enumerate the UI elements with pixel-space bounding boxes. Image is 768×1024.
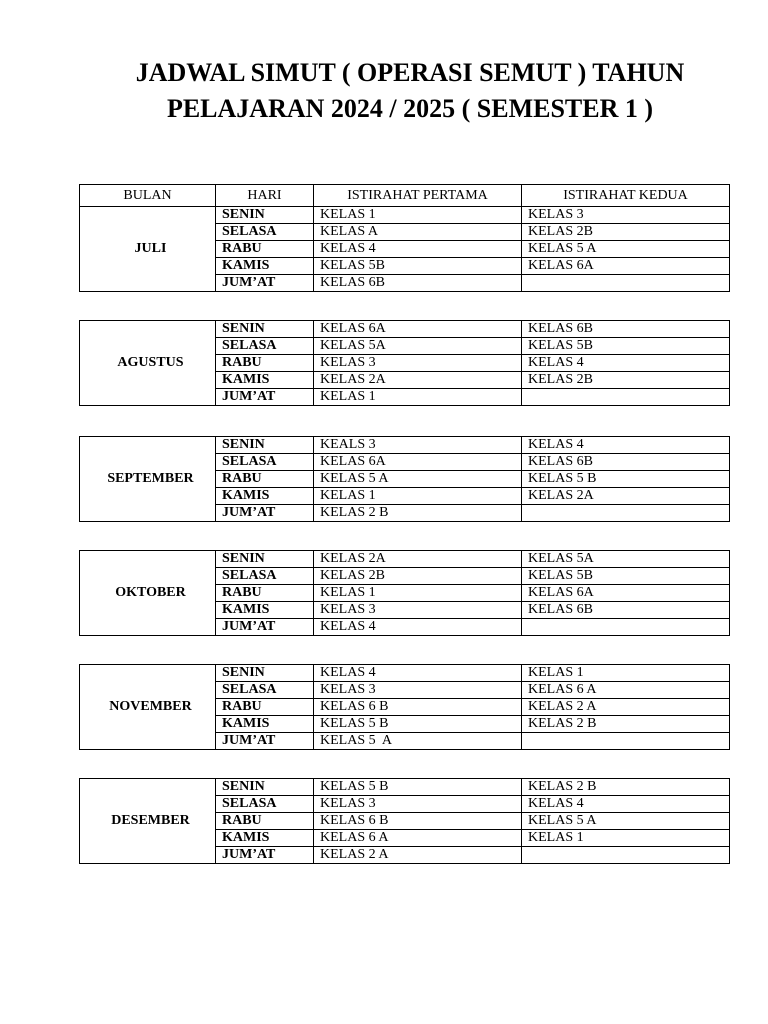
first-break-cell: KELAS 6A	[314, 321, 522, 338]
table-row	[80, 321, 730, 338]
schedule-table-september	[79, 436, 730, 522]
second-break-cell: KELAS 5 B	[522, 471, 730, 488]
second-break-cell: KELAS 2 B	[522, 716, 730, 733]
title-line-1: JADWAL SIMUT ( OPERASI SEMUT ) TAHUN	[135, 58, 685, 87]
table-header-row	[80, 185, 730, 207]
first-break-cell: KELAS 6B	[314, 275, 522, 292]
day-cell: JUM’AT	[216, 619, 314, 636]
first-break-cell: KELAS 5 A	[314, 733, 522, 750]
second-break-cell: KELAS 4	[522, 355, 730, 372]
first-break-cell: KELAS 3	[314, 796, 522, 813]
day-cell: SENIN	[216, 665, 314, 682]
month-cell: AGUSTUS	[80, 321, 216, 406]
second-break-cell: KELAS 4	[522, 437, 730, 454]
day-cell: SELASA	[216, 682, 314, 699]
second-break-cell	[522, 389, 730, 406]
first-break-cell: KELAS 1	[314, 389, 522, 406]
second-break-cell: KELAS 5 A	[522, 813, 730, 830]
day-cell: RABU	[216, 241, 314, 258]
first-break-cell: KELAS 6 B	[314, 813, 522, 830]
first-break-cell: KELAS 4	[314, 241, 522, 258]
first-break-cell: KELAS 5B	[314, 258, 522, 275]
schedule-table-juli	[79, 184, 730, 292]
schedule-table-agustus	[79, 320, 730, 406]
first-break-cell: KELAS 1	[314, 585, 522, 602]
month-cell: DESEMBER	[80, 779, 216, 864]
first-break-cell: KELAS 3	[314, 682, 522, 699]
day-cell: SENIN	[216, 437, 314, 454]
first-break-cell: KELAS 2A	[314, 372, 522, 389]
day-cell: RABU	[216, 699, 314, 716]
second-break-cell: KELAS 6B	[522, 321, 730, 338]
second-break-cell: KELAS 2 B	[522, 779, 730, 796]
header-bulan: BULAN	[80, 185, 216, 207]
day-cell: RABU	[216, 471, 314, 488]
schedule-table-november	[79, 664, 730, 750]
first-break-cell: KELAS 5 A	[314, 471, 522, 488]
second-break-cell: KELAS 5 A	[522, 241, 730, 258]
header-hari: HARI	[216, 185, 314, 207]
first-break-cell: KELAS 1	[314, 207, 522, 224]
table-row	[80, 437, 730, 454]
second-break-cell: KELAS 2 A	[522, 699, 730, 716]
second-break-cell	[522, 275, 730, 292]
second-break-cell	[522, 733, 730, 750]
first-break-cell: KELAS 4	[314, 665, 522, 682]
first-break-cell: KELAS 5A	[314, 338, 522, 355]
first-break-cell: KELAS 1	[314, 488, 522, 505]
first-break-cell: KELAS 5 B	[314, 716, 522, 733]
first-break-cell: KELAS 6 A	[314, 830, 522, 847]
day-cell: JUM’AT	[216, 733, 314, 750]
first-break-cell: KELAS 3	[314, 355, 522, 372]
day-cell: SENIN	[216, 551, 314, 568]
day-cell: JUM’AT	[216, 505, 314, 522]
day-cell: SELASA	[216, 454, 314, 471]
second-break-cell: KELAS 2B	[522, 372, 730, 389]
first-break-cell: KELAS 2B	[314, 568, 522, 585]
day-cell: KAMIS	[216, 716, 314, 733]
month-cell: JULI	[80, 207, 216, 292]
day-cell: RABU	[216, 355, 314, 372]
first-break-cell: KELAS 2 A	[314, 847, 522, 864]
month-cell: NOVEMBER	[80, 665, 216, 750]
day-cell: SENIN	[216, 321, 314, 338]
schedule-table-desember	[79, 778, 730, 864]
first-break-cell: KELAS 2A	[314, 551, 522, 568]
second-break-cell	[522, 505, 730, 522]
first-break-cell: KELAS 6 B	[314, 699, 522, 716]
second-break-cell: KELAS 5B	[522, 568, 730, 585]
table-row	[80, 207, 730, 224]
table-row	[80, 551, 730, 568]
second-break-cell: KELAS 6 A	[522, 682, 730, 699]
second-break-cell: KELAS 5B	[522, 338, 730, 355]
month-cell: OKTOBER	[80, 551, 216, 636]
day-cell: RABU	[216, 813, 314, 830]
day-cell: SELASA	[216, 338, 314, 355]
day-cell: KAMIS	[216, 488, 314, 505]
header-istirahat-pertama: ISTIRAHAT PERTAMA	[314, 185, 522, 207]
day-cell: SELASA	[216, 796, 314, 813]
day-cell: KAMIS	[216, 830, 314, 847]
first-break-cell: KELAS 6A	[314, 454, 522, 471]
table-row	[80, 779, 730, 796]
second-break-cell: KELAS 1	[522, 665, 730, 682]
day-cell: KAMIS	[216, 372, 314, 389]
second-break-cell: KELAS 6B	[522, 602, 730, 619]
day-cell: JUM’AT	[216, 847, 314, 864]
day-cell: KAMIS	[216, 602, 314, 619]
day-cell: KAMIS	[216, 258, 314, 275]
second-break-cell: KELAS 6B	[522, 454, 730, 471]
day-cell: SENIN	[216, 779, 314, 796]
table-row	[80, 665, 730, 682]
second-break-cell: KELAS 5A	[522, 551, 730, 568]
first-break-cell: KELAS 5 B	[314, 779, 522, 796]
first-break-cell: KELAS 2 B	[314, 505, 522, 522]
day-cell: SELASA	[216, 568, 314, 585]
first-break-cell: KELAS 3	[314, 602, 522, 619]
schedule-table-oktober	[79, 550, 730, 636]
header-istirahat-kedua: ISTIRAHAT KEDUA	[522, 185, 730, 207]
first-break-cell: KEALS 3	[314, 437, 522, 454]
first-break-cell: KELAS A	[314, 224, 522, 241]
day-cell: JUM’AT	[216, 389, 314, 406]
second-break-cell: KELAS 3	[522, 207, 730, 224]
second-break-cell	[522, 619, 730, 636]
day-cell: SENIN	[216, 207, 314, 224]
page-title	[80, 55, 740, 127]
second-break-cell: KELAS 4	[522, 796, 730, 813]
second-break-cell: KELAS 6A	[522, 585, 730, 602]
second-break-cell: KELAS 2A	[522, 488, 730, 505]
first-break-cell: KELAS 4	[314, 619, 522, 636]
month-cell: SEPTEMBER	[80, 437, 216, 522]
second-break-cell: KELAS 1	[522, 830, 730, 847]
second-break-cell	[522, 847, 730, 864]
title-line-2: PELAJARAN 2024 / 2025 ( SEMESTER 1 )	[166, 94, 654, 123]
second-break-cell: KELAS 6A	[522, 258, 730, 275]
day-cell: RABU	[216, 585, 314, 602]
day-cell: SELASA	[216, 224, 314, 241]
second-break-cell: KELAS 2B	[522, 224, 730, 241]
day-cell: JUM’AT	[216, 275, 314, 292]
